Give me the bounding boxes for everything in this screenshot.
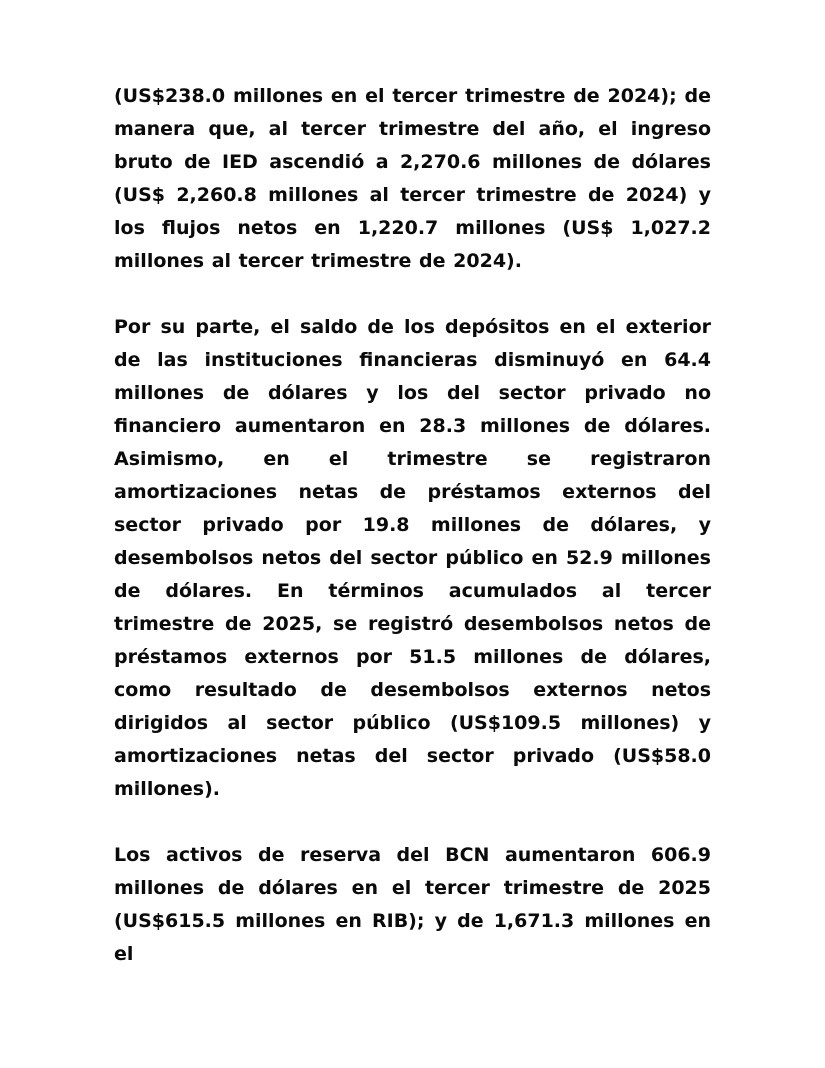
paragraph-deposits-loans: Por su parte, el saldo de los depósitos en el exterior de las instituciones financieras disminuyó en 64.4 millones de dólares y los del sector privado no financiero aumentaron en 28.3 millones de dólares. Asimismo, en el trimestre se registraron amortizaciones netas de préstamos externos del sector privado por 19.8 millones de dólares, y desembolsos netos del sector público en 52.9 millones de dólares. En términos acumulados al tercer trimestre de 2025, se registró desembolsos netos de préstamos externos por 51.5 millones de dólares, como resultado de desembolsos externos netos dirigidos al sector público (US$109.5 millones) y amortizaciones netas del sector privado (US$58.0 millones). — [114, 316, 711, 800]
paragraph-bcn-reserves: Los activos de reserva del BCN aumentaron 606.9 millones de dólares en el tercer trimestre de 2025 (US$615.5 millones en RIB); y de 1,671.3 millones en el — [114, 844, 711, 965]
paragraph-ied-flows: (US$238.0 millones en el tercer trimestre de 2024); de manera que, al tercer trimestre del año, el ingreso bruto de IED ascendió a 2,270.6 millones de dólares (US$ 2,260.8 millones al tercer trimestre de 2024) y los flujos netos en 1,220.7 millones (US$ 1,027.2 millones al tercer trimestre de 2024). — [114, 85, 711, 272]
